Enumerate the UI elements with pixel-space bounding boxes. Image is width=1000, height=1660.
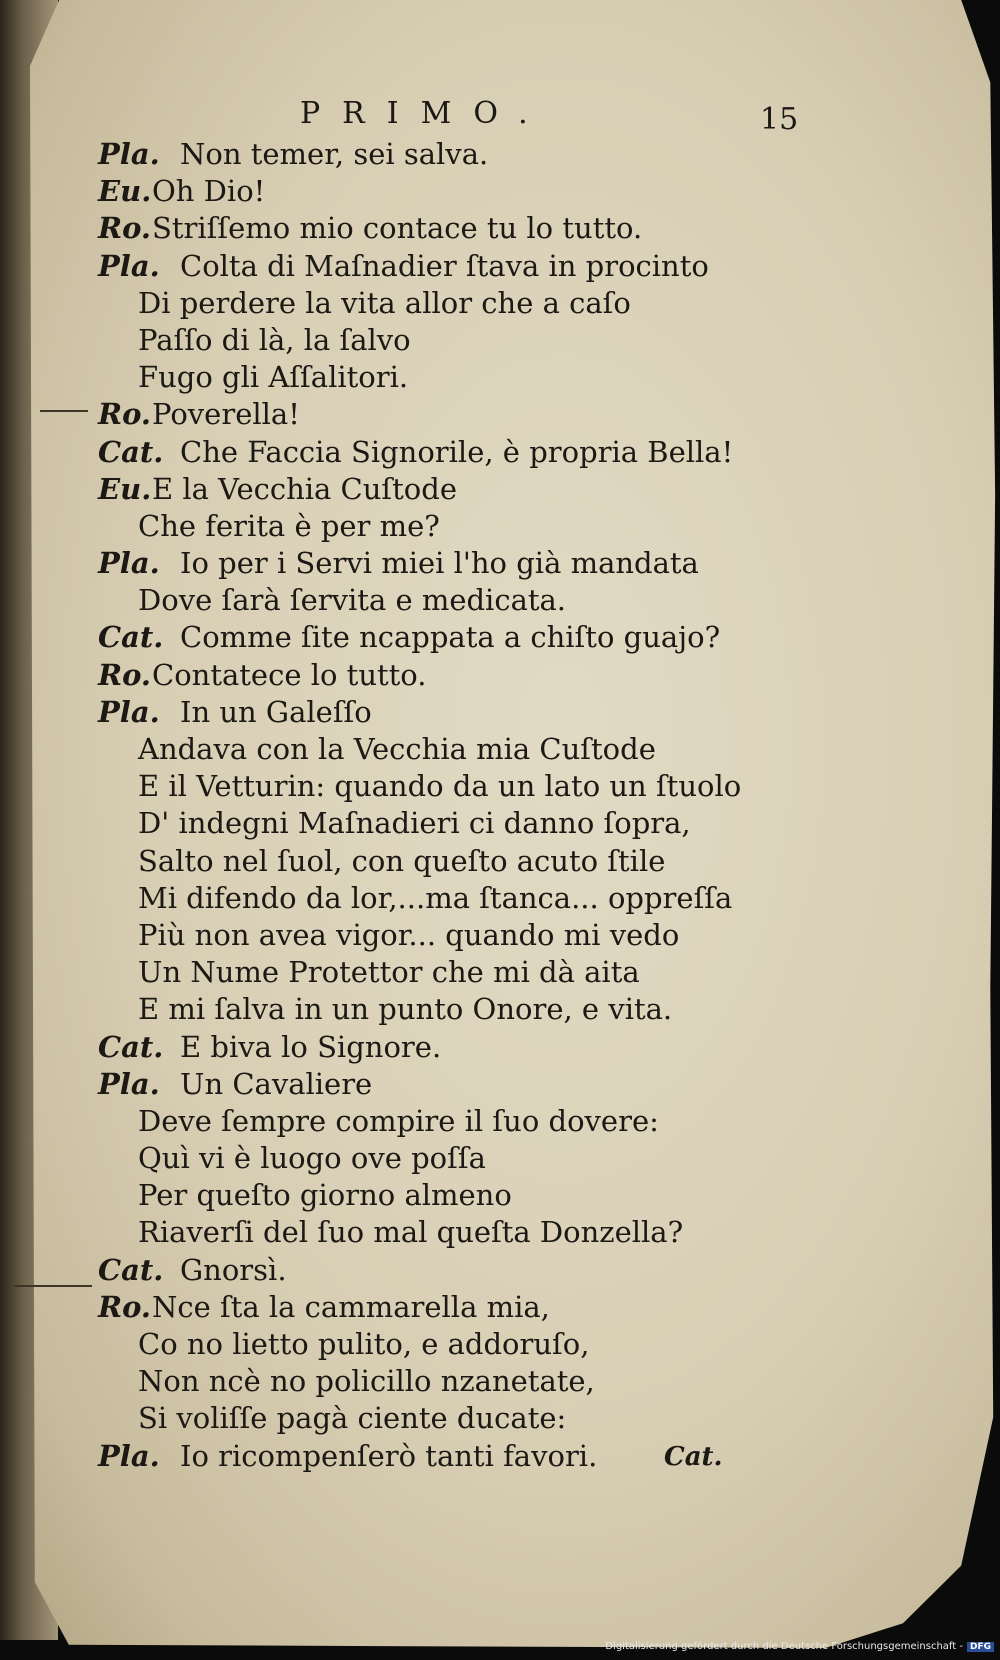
speech-continuation: E mi ſalva in un punto Onore, e vita. xyxy=(138,992,673,1027)
dialogue-line xyxy=(70,1066,900,1103)
running-title: PRIMO. xyxy=(300,96,550,131)
page-text xyxy=(70,92,900,1475)
speaker-name: Pla. xyxy=(98,694,160,729)
speech-continuation: Un Nume Protettor che mi dà aita xyxy=(138,955,640,990)
speaker-name: Pla. xyxy=(98,248,160,283)
speaker-name: Cat. xyxy=(98,620,164,655)
speech-text: Io ricompenſerò tanti favori. xyxy=(180,1438,598,1473)
dialogue-line xyxy=(70,173,900,210)
dialogue-line xyxy=(70,917,900,954)
dialogue-line xyxy=(70,508,900,545)
dialogue-line xyxy=(70,768,900,805)
speech-text: Poverella! xyxy=(152,397,300,432)
speech-continuation: Andava con la Vecchia mia Cuſtode xyxy=(138,732,656,766)
speech-continuation: Mi difendo da lor,...ma ſtanca... oppreſſa xyxy=(138,880,733,915)
dialogue-line xyxy=(70,1400,900,1437)
dialogue-lines xyxy=(70,136,900,1475)
dialogue-line xyxy=(70,954,900,991)
dialogue-line xyxy=(70,1103,900,1140)
speaker-name: Ro. xyxy=(98,211,152,246)
dialogue-line xyxy=(70,657,900,694)
page-number: 15 xyxy=(760,102,799,137)
speech-continuation: D' indegni Maſnadieri ci danno ſopra, xyxy=(138,806,691,841)
speech-text: Oh Dio! xyxy=(152,174,266,209)
dialogue-line xyxy=(70,1438,900,1475)
dialogue-line xyxy=(70,843,900,880)
speaker-name: Ro. xyxy=(98,1289,152,1324)
dialogue-line xyxy=(70,731,900,768)
speech-continuation: Riaverſi del ſuo mal queſta Donzella? xyxy=(138,1215,684,1250)
speech-text: Striſſemo mio contace tu lo tutto. xyxy=(152,211,643,246)
speech-continuation: E il Vetturin: quando da un lato un ſtuolo xyxy=(138,769,742,804)
dialogue-line xyxy=(70,1214,900,1251)
dialogue-line xyxy=(70,619,900,656)
speech-continuation: Per queſto giorno almeno xyxy=(138,1178,512,1213)
speaker-name: Pla. xyxy=(98,1066,160,1101)
dialogue-line xyxy=(70,322,900,359)
dialogue-line xyxy=(70,210,900,247)
dfg-logo: DFG xyxy=(967,1642,994,1652)
speech-continuation: Dove ſarà ſervita e medicata. xyxy=(138,583,567,618)
speech-continuation: Fugo gli Aſſalitori. xyxy=(138,360,409,395)
speech-text: Comme ſite ncappata a chiſto guajo? xyxy=(180,620,721,655)
dialogue-line xyxy=(70,434,900,471)
speech-text: E la Vecchia Cuſtode xyxy=(152,471,457,506)
speech-text: Gnorsì. xyxy=(180,1252,287,1287)
dialogue-line xyxy=(70,1177,900,1214)
speech-continuation: Co no lietto pulito, e addoruſo, xyxy=(138,1327,590,1361)
dialogue-line xyxy=(70,880,900,917)
speech-continuation: Non ncè no policillo nzanetate, xyxy=(138,1364,595,1399)
speech-text: Non temer, sei salva. xyxy=(180,137,489,171)
dialogue-line xyxy=(70,1140,900,1177)
speech-continuation: Deve ſempre compire il ſuo dovere: xyxy=(138,1103,659,1138)
speech-text: E biva lo Signore. xyxy=(180,1029,442,1064)
speech-continuation: Si voliſſe pagà ciente ducate: xyxy=(138,1401,567,1436)
dialogue-line xyxy=(70,359,900,396)
speaker-name: Pla. xyxy=(98,1438,160,1473)
dialogue-line xyxy=(70,1252,900,1289)
dialogue-line xyxy=(70,396,900,433)
speaker-name: Pla. xyxy=(98,546,160,581)
speech-text: In un Galeſſo xyxy=(180,694,372,729)
speaker-name: Ro. xyxy=(98,397,152,432)
speech-text: Che Faccia Signorile, è propria Bella! xyxy=(180,434,734,469)
running-head xyxy=(70,92,900,136)
dialogue-line xyxy=(70,285,900,322)
speech-text: Nce ſta la cammarella mia, xyxy=(152,1289,550,1324)
speaker-name: Cat. xyxy=(98,1252,164,1287)
dialogue-line xyxy=(70,582,900,619)
speech-text: Un Cavaliere xyxy=(180,1066,373,1101)
digitization-credit xyxy=(605,1641,994,1652)
speaker-name: Cat. xyxy=(98,434,164,469)
speech-continuation: Salto nel ſuol, con queſto acuto ſtile xyxy=(138,843,666,878)
speaker-name: Cat. xyxy=(98,1029,164,1064)
dialogue-line xyxy=(70,471,900,508)
dialogue-line xyxy=(70,248,900,285)
speaker-name: Ro. xyxy=(98,657,152,692)
dialogue-line xyxy=(70,805,900,842)
dialogue-line xyxy=(70,694,900,731)
dialogue-line xyxy=(70,545,900,582)
dialogue-line xyxy=(70,991,900,1028)
dialogue-line xyxy=(70,136,900,173)
speaker-name: Eu. xyxy=(98,174,152,209)
speaker-name: Eu. xyxy=(98,471,152,506)
speech-continuation: Di perdere la vita allor che a caſo xyxy=(138,285,631,320)
speech-text: Io per i Servi miei l'ho già mandata xyxy=(180,546,699,581)
dialogue-line xyxy=(70,1289,900,1326)
speech-continuation: Che ferita è per me? xyxy=(138,508,440,543)
speech-continuation: Quì vi è luogo ove poſſa xyxy=(138,1141,486,1176)
dialogue-line xyxy=(70,1363,900,1400)
dialogue-line xyxy=(70,1029,900,1066)
speaker-name: Pla. xyxy=(98,137,160,171)
dialogue-line xyxy=(70,1326,900,1363)
speech-text: Contatece lo tutto. xyxy=(152,657,427,692)
speech-text: Colta di Maſnadier ſtava in procinto xyxy=(180,248,709,283)
catchword: Cat. xyxy=(664,1442,723,1472)
speech-continuation: Paſſo di là, la ſalvo xyxy=(138,322,411,357)
speech-continuation: Più non avea vigor... quando mi vedo xyxy=(138,917,680,952)
digitization-credit-text: Digitalisierung gefördert durch die Deutsche Forschungsgemeinschaft - xyxy=(605,1641,963,1652)
